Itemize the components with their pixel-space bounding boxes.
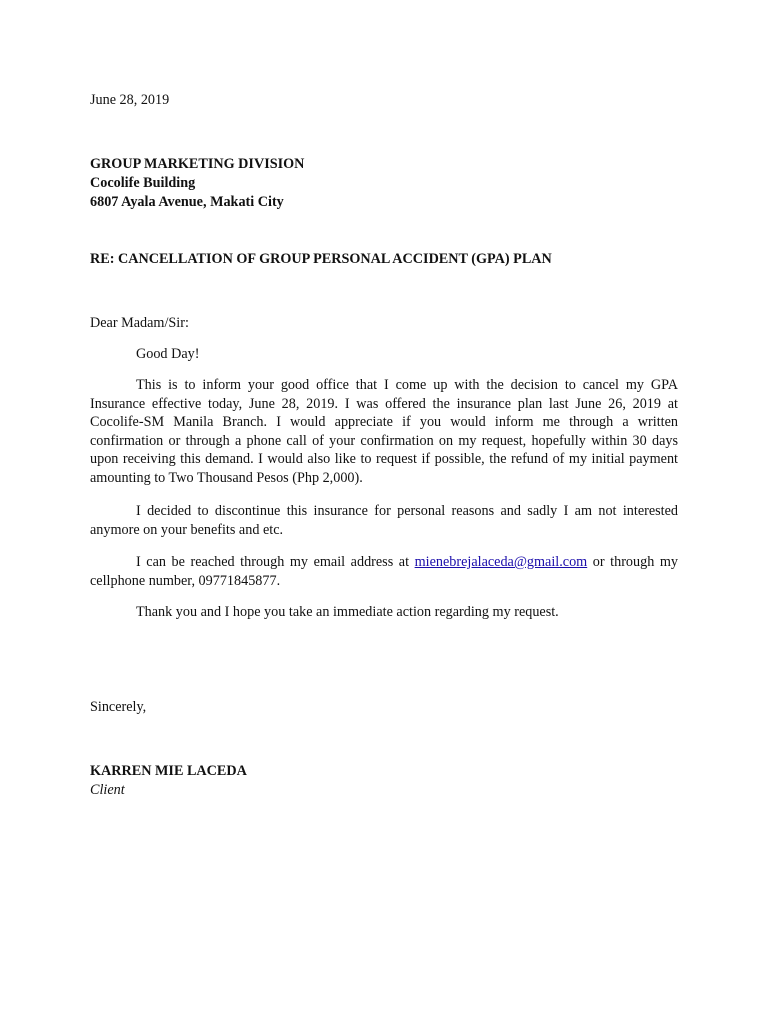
- signer-title: Client: [90, 782, 125, 798]
- paragraph-4: Thank you and I hope you take an immediate action regarding my request.: [136, 604, 559, 620]
- recipient-line-1: GROUP MARKETING DIVISION: [90, 156, 305, 172]
- paragraph-3: [90, 553, 678, 590]
- paragraph-3-after: or through my cellphone number, 09771845877.: [90, 554, 678, 589]
- signer-name: KARREN MIE LACEDA: [90, 763, 247, 779]
- closing: Sincerely,: [90, 699, 147, 715]
- email-link[interactable]: mienebrejalaceda@gmail.com: [414, 554, 588, 570]
- paragraph-3-before: I can be reached through my email address at: [136, 554, 415, 570]
- greeting: Good Day!: [136, 346, 200, 362]
- subject-line: RE: CANCELLATION OF GROUP PERSONAL ACCIDENT (GPA) PLAN: [90, 251, 552, 267]
- recipient-line-2: Cocolife Building: [90, 175, 196, 191]
- paragraph-2: I decided to discontinue this insurance for personal reasons and sadly I am not interested anymore on your benefits and etc.: [90, 503, 678, 538]
- paragraph-1: This is to inform your good office that I come up with the decision to cancel my GPA Insurance effective today, June 28, 2019. I was offered the insurance plan last June 26, 2019 at Cocolife-SM Manila Branch. I would appreciate if you would inform me through a written confirmation or through a phone call of your confirmation on my request, hopefully within 30 days upon receiving this demand. I would also like to request if possible, the refund of my initial payment amounting to Two Thousand Pesos (Php 2,000).: [90, 377, 678, 486]
- letter-date: June 28, 2019: [90, 92, 170, 108]
- salutation: Dear Madam/Sir:: [90, 315, 189, 331]
- recipient-line-3: 6807 Ayala Avenue, Makati City: [90, 194, 284, 210]
